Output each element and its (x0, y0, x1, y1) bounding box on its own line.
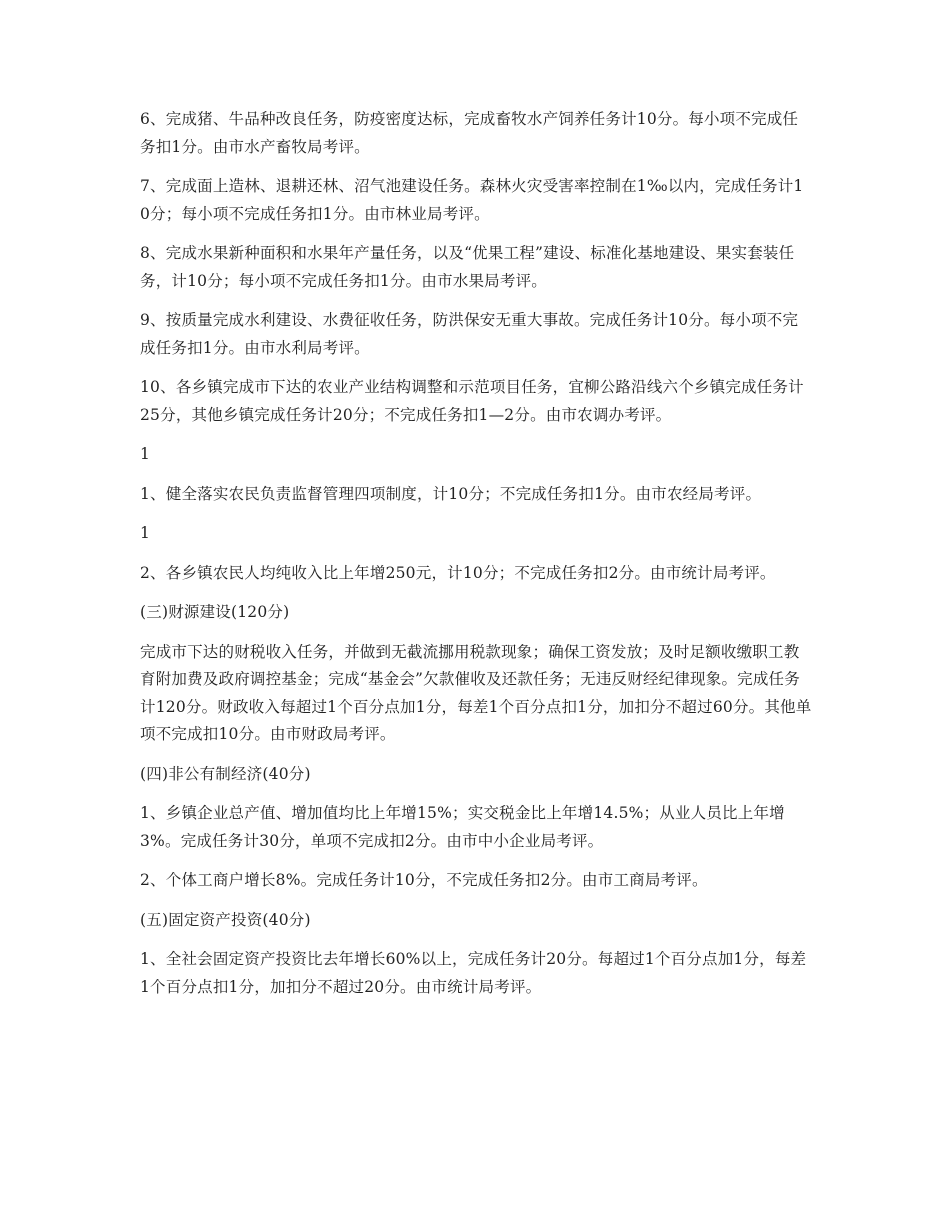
paragraph-individual-businesses: 2、个体工商户增长8%。完成任务计10分，不完成任务扣2分。由市工商局考评。 (140, 871, 708, 889)
paragraph-item-10-restructuring: 10、各乡镇完成市下达的农业产业结构调整和示范项目任务，宜柳公路沿线六个乡镇完成任务计25分，其他乡镇完成任务计20分；不完成任务扣1—2分。由市农调办考评。 (140, 378, 804, 424)
paragraph-fixed-asset-investment: 1、全社会固定资产投资比去年增长60%以上，完成任务计20分。每超过1个百分点加1分，每差1个百分点扣1分，加扣分不超过20分。由市统计局考评。 (140, 950, 807, 996)
section-number: 1 (140, 445, 151, 463)
paragraph-item-9-water: 9、按质量完成水利建设、水费征收任务，防洪保安无重大事故。完成任务计10分。每小项不完成任务扣1分。由市水利局考评。 (140, 311, 799, 357)
paragraph-township-enterprises: 1、乡镇企业总产值、增加值均比上年增15%；实交税金比上年增14.5%；从业人员比上年增3%。完成任务计30分，单项不完成扣2分。由市中小企业局考评。 (140, 804, 785, 850)
paragraph-farmer-supervision: 1、健全落实农民负责监督管理四项制度，计10分；不完成任务扣1分。由市农经局考评。 (140, 484, 762, 503)
section-number: 1 (140, 524, 151, 542)
paragraph-item-6-livestock: 6、完成猪、牛品种改良任务，防疫密度达标，完成畜牧水产饲养任务计10分。每小项不完成任务扣1分。由市水产畜牧局考评。 (140, 110, 799, 156)
paragraph-item-7-forestry: 7、完成面上造林、退耕还林、沼气池建设任务。森林火灾受害率控制在1‰以内，完成任务计10分；每小项不完成任务扣1分。由市林业局考评。 (140, 177, 804, 223)
paragraph-revenue-tasks: 完成市下达的财税收入任务，并做到无截流挪用税款现象；确保工资发放；及时足额收缴职工教育附加费及政府调控基金；完成“基金会”欠款催收及还款任务；无违反财经纪律现象。完成任务计120分。财政收入每超过1个百分点加1分，每差1个百分点扣1分，加扣分不超过60分。其他单项不完成扣10分。由市财政局考评。 (140, 642, 812, 743)
document-body (140, 106, 812, 1013)
section-heading-fixed-assets: (五)固定资产投资(40分) (140, 910, 311, 929)
section-heading-revenue: (三)财源建设(120分) (140, 603, 290, 621)
paragraph-farmer-income: 2、各乡镇农民人均纯收入比上年增250元，计10分；不完成任务扣2分。由市统计局考评。 (140, 563, 776, 582)
paragraph-item-8-fruit: 8、完成水果新种面积和水果年产量任务，以及“优果工程”建设、标准化基地建设、果实套装任务，计10分；每小项不完成任务扣1分。由市水果局考评。 (140, 244, 795, 290)
section-heading-non-public-economy: (四)非公有制经济(40分) (140, 764, 311, 783)
